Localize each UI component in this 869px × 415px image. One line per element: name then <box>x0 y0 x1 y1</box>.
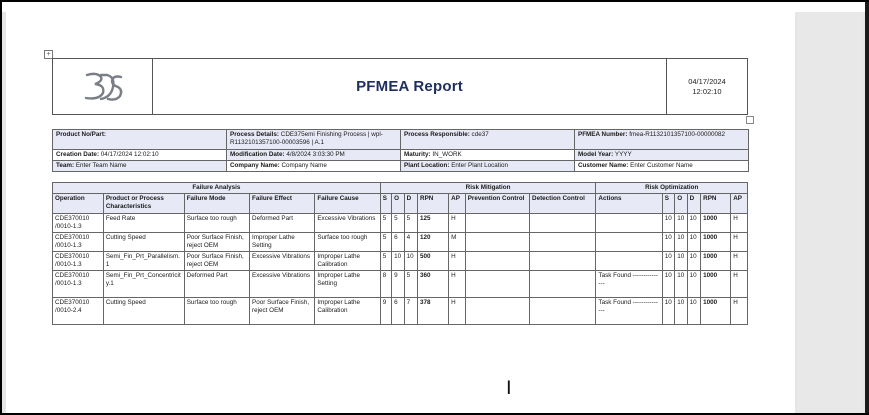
modification-date-label: Modification Date: <box>230 151 285 158</box>
plant-cell <box>401 161 575 172</box>
report-time: 12:02:10 <box>692 86 722 96</box>
cell-d2: 10 <box>687 271 700 298</box>
company-cell <box>227 161 401 172</box>
cell-s2: 10 <box>662 271 674 298</box>
cell-d2: 10 <box>687 233 700 252</box>
cell-s: 5 <box>380 233 391 252</box>
company-value: Company Name <box>281 162 327 169</box>
cell-o: 5 <box>392 214 404 233</box>
cell-failure-cause: Improper Lathe Calibration <box>315 252 380 271</box>
cell-s2: 10 <box>662 214 674 233</box>
col-ap: AP <box>449 194 466 214</box>
col-failure-mode: Failure Mode <box>184 194 249 214</box>
plant-value: Enter Plant Location <box>451 162 508 169</box>
col-s: S <box>380 194 391 214</box>
cell-detection <box>530 214 596 233</box>
brand-logo <box>53 59 153 114</box>
col-actions: Actions <box>596 194 662 214</box>
pfmea-table <box>52 182 748 325</box>
cell-failure-effect: Excessive Vibrations <box>250 252 315 271</box>
process-details-cell <box>227 130 401 150</box>
cell-failure-cause: Excessive Vibrations <box>315 214 380 233</box>
cell-d2: 10 <box>687 252 700 271</box>
process-responsible-value: cde37 <box>471 131 489 138</box>
cell-actions <box>596 214 662 233</box>
cell-o: 9 <box>392 271 404 298</box>
modification-date-cell <box>227 150 401 161</box>
col-d2: D <box>687 194 700 214</box>
cell-failure-effect: Excessive Vibrations <box>250 271 315 298</box>
company-label: Company Name: <box>230 162 280 169</box>
info-table <box>52 129 749 172</box>
model-year-label: Model Year: <box>578 151 614 158</box>
table-row <box>53 298 748 325</box>
cell-rpn: 120 <box>418 233 449 252</box>
table-row <box>53 252 748 271</box>
cell-failure-cause: Surface too rough <box>315 233 380 252</box>
cell-failure-effect: Improper Lathe Setting <box>250 233 315 252</box>
cell-rpn2: 1000 <box>701 298 731 325</box>
side-pane <box>797 12 863 413</box>
creation-date-value: 04/17/2024 12:02:10 <box>100 151 159 158</box>
cell-product: Semi_Fin_Prt_Parallelism.1 <box>103 252 184 271</box>
cell-actions <box>596 252 662 271</box>
col-rpn: RPN <box>418 194 449 214</box>
cell-product: Feed Rate <box>103 214 184 233</box>
team-label: Team: <box>56 162 75 169</box>
product-cell <box>53 130 227 150</box>
cell-s2: 10 <box>662 233 674 252</box>
cell-operation: CDE370010 /0010-1.3 <box>53 233 104 252</box>
top-bar <box>2 2 867 12</box>
maturity-cell <box>401 150 575 161</box>
cell-d: 5 <box>404 271 417 298</box>
cell-ap2: H <box>731 233 748 252</box>
cell-failure-mode: Poor Surface Finish, reject OEM <box>184 233 249 252</box>
pfmea-number-value: fmea-R1132101357100-00000082 <box>629 131 726 138</box>
cell-d: 5 <box>404 214 417 233</box>
group-risk-optimization: Risk Optimization <box>596 183 748 194</box>
cell-detection <box>530 233 596 252</box>
col-o: O <box>392 194 404 214</box>
cell-o2: 10 <box>675 271 687 298</box>
modification-date-value: 4/8/2024 3:03:30 PM <box>286 151 345 158</box>
cell-d: 10 <box>404 252 417 271</box>
process-responsible-cell <box>401 130 575 150</box>
cell-d2: 10 <box>687 214 700 233</box>
cell-rpn2: 1000 <box>701 214 731 233</box>
creation-date-cell <box>53 150 227 161</box>
cell-failure-cause: Improper Lathe Calibration <box>315 298 380 325</box>
cell-ap: H <box>449 298 466 325</box>
cell-ap2: H <box>731 214 748 233</box>
cell-rpn: 378 <box>418 298 449 325</box>
cell-operation: CDE370010 /0010-1.3 <box>53 271 104 298</box>
table-row <box>53 214 748 233</box>
cell-o2: 10 <box>675 214 687 233</box>
cell-actions: Task Found --------------- <box>596 298 662 325</box>
col-prevention: Prevention Control <box>465 194 529 214</box>
creation-date-label: Creation Date: <box>56 151 100 158</box>
table-resize-handle-icon[interactable] <box>746 116 754 124</box>
cell-s2: 10 <box>662 298 674 325</box>
cell-operation: CDE370010 /0010-1.3 <box>53 252 104 271</box>
cell-failure-effect: Deformed Part <box>250 214 315 233</box>
report-datetime <box>666 59 747 114</box>
3ds-logo-icon <box>81 69 125 105</box>
cell-rpn2: 1000 <box>701 233 731 252</box>
cell-rpn: 500 <box>418 252 449 271</box>
cell-rpn2: 1000 <box>701 271 731 298</box>
cell-prevention <box>465 252 529 271</box>
cell-ap: M <box>449 233 466 252</box>
cell-ap: H <box>449 252 466 271</box>
cell-failure-cause: Improper Lathe Setting <box>315 271 380 298</box>
cell-d: 4 <box>404 233 417 252</box>
plant-label: Plant Location: <box>404 162 450 169</box>
cell-ap: H <box>449 271 466 298</box>
col-failure-effect: Failure Effect <box>250 194 315 214</box>
cell-o2: 10 <box>675 233 687 252</box>
cell-failure-mode: Poor Surface Finish, reject OEM <box>184 252 249 271</box>
maturity-label: Maturity: <box>404 151 431 158</box>
cell-d2: 10 <box>687 298 700 325</box>
pfmea-number-cell <box>575 130 749 150</box>
text-cursor-icon: I <box>506 377 512 399</box>
col-operation: Operation <box>53 194 104 214</box>
report-header <box>52 58 748 115</box>
cell-prevention <box>465 298 529 325</box>
cell-detection <box>530 298 596 325</box>
cell-ap2: H <box>731 298 748 325</box>
cell-o2: 10 <box>675 252 687 271</box>
report-title: PFMEA Report <box>356 78 463 95</box>
cell-s: 9 <box>380 298 391 325</box>
cell-operation: CDE370010 /0010-1.3 <box>53 214 104 233</box>
cell-s: 8 <box>380 271 391 298</box>
maturity-value: IN_WORK <box>432 151 462 158</box>
group-failure-analysis: Failure Analysis <box>53 183 381 194</box>
col-failure-cause: Failure Cause <box>315 194 380 214</box>
cell-o2: 10 <box>675 298 687 325</box>
col-rpn2: RPN <box>701 194 731 214</box>
cell-product: Semi_Fin_Prt_Concentricity.1 <box>103 271 184 298</box>
cell-detection <box>530 252 596 271</box>
cell-s2: 10 <box>662 252 674 271</box>
cell-prevention <box>465 233 529 252</box>
vertical-scrollbar[interactable] <box>865 2 869 413</box>
pfmea-number-label: PFMEA Number: <box>578 131 628 138</box>
cell-operation: CDE370010 /0010-2.4 <box>53 298 104 325</box>
cell-s: 5 <box>380 214 391 233</box>
col-o2: O <box>675 194 687 214</box>
model-year-cell <box>575 150 749 161</box>
cell-actions: Task Found --------------- <box>596 271 662 298</box>
col-d: D <box>404 194 417 214</box>
customer-label: Customer Name: <box>578 162 629 169</box>
team-cell <box>53 161 227 172</box>
cell-o: 6 <box>392 298 404 325</box>
table-row <box>53 233 748 252</box>
table-move-handle-icon[interactable]: + <box>44 50 53 59</box>
cell-actions <box>596 233 662 252</box>
table-row <box>53 271 748 298</box>
cell-failure-mode: Surface too rough <box>184 298 249 325</box>
report-date: 04/17/2024 <box>688 76 726 86</box>
cell-ap: H <box>449 214 466 233</box>
cell-prevention <box>465 271 529 298</box>
cell-rpn: 360 <box>418 271 449 298</box>
cell-product: Cutting Speed <box>103 298 184 325</box>
cell-failure-mode: Deformed Part <box>184 271 249 298</box>
col-s2: S <box>662 194 674 214</box>
cell-product: Cutting Speed <box>103 233 184 252</box>
cell-failure-mode: Surface too rough <box>184 214 249 233</box>
col-product: Product or Process Characteristics <box>103 194 184 214</box>
cell-d: 7 <box>404 298 417 325</box>
col-detection: Detection Control <box>530 194 596 214</box>
col-ap2: AP <box>731 194 748 214</box>
cell-s: 5 <box>380 252 391 271</box>
model-year-value: YYYY <box>614 151 632 158</box>
product-label: Product No/Part: <box>56 131 107 138</box>
cell-rpn2: 1000 <box>701 252 731 271</box>
cell-detection <box>530 271 596 298</box>
cell-rpn: 125 <box>418 214 449 233</box>
cell-prevention <box>465 214 529 233</box>
cell-o: 10 <box>392 252 404 271</box>
customer-value: Enter Customer Name <box>630 162 693 169</box>
customer-cell <box>575 161 749 172</box>
cell-ap2: H <box>731 271 748 298</box>
process-responsible-label: Process Responsible: <box>404 131 470 138</box>
cell-failure-effect: Poor Surface Finish, reject OEM <box>250 298 315 325</box>
group-risk-mitigation: Risk Mitigation <box>380 183 596 194</box>
cell-o: 6 <box>392 233 404 252</box>
team-value: Enter Team Name <box>75 162 127 169</box>
cell-ap2: H <box>731 252 748 271</box>
process-details-value: CDE375emi Finishing Process | wpl-R1132101357100-00003596 | A.1 <box>230 131 383 146</box>
process-details-label: Process Details: <box>230 131 280 138</box>
